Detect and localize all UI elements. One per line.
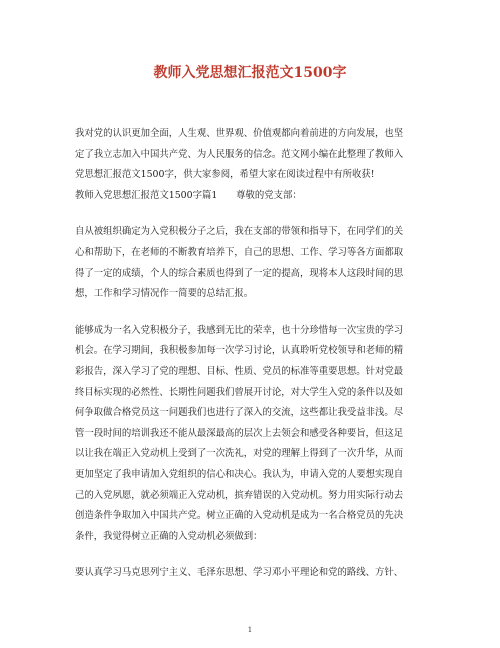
text-line: 创造条件争取加入中国共产党。树立正确的入党动机是成为一名合格党员的先决	[75, 510, 404, 522]
text-line: 何争取做合格党员这一问题我们也进行了深入的交流，这些都让我受益非浅。尽	[75, 407, 404, 419]
text-line: 得了一定的成绩，个人的综合素质也得到了一定的提高，现将本人这段时间的思	[75, 267, 404, 279]
text-line: 想，工作和学习情况作一简要的总结汇报。	[75, 288, 254, 300]
text-line: 能够成为一名入党积极分子，我感到无比的荣幸，也十分珍惜每一次宝贵的学习	[75, 324, 404, 336]
paragraph-gap	[75, 305, 425, 321]
text-line: 党思想汇报范文1500字，供大家参阅，希望大家在阅读过程中有所收获!	[75, 169, 375, 181]
paragraph-study	[75, 321, 425, 548]
document-title: 教师入党思想汇报范文1500字	[153, 65, 347, 81]
paragraph-gap	[75, 206, 425, 222]
text-line: 机会。在学习期间，我积极参加每一次学习讨论，认真聆听党校领导和老师的精	[75, 345, 404, 357]
text-line: 终目标实现的必然性、长期性问题我们曾展开讨论，对大学生入党的条件以及如	[75, 386, 404, 398]
text-line: 教师入党思想汇报范文1500字篇1 尊敬的党支部：	[75, 189, 302, 201]
text-line: 我对党的认识更加全面，人生观、世界观、价值观都向着前进的方向发展，也坚	[75, 128, 404, 139]
paragraph-gap	[75, 547, 425, 563]
text-line: 管一段时间的培训我还不能从最深最高的层次上去领会和感受各种要旨，但这足	[75, 427, 404, 439]
paragraph-heading	[75, 186, 425, 207]
text-line: 心和帮助下，在老师的不断教育培养下，自己的思想、工作、学习等各方面都取	[75, 246, 404, 258]
text-line: 定了我立志加入中国共产党、为人民服务的信念。范文网小编在此整理了教师入	[75, 148, 404, 160]
paragraph-requirements	[75, 563, 425, 584]
page-number: 1	[247, 626, 253, 634]
text-line: 自从被组织确定为入党积极分子之后，我在支部的带领和指导下，在同学们的关	[75, 226, 404, 238]
text-line: 条件，我觉得树立正确的入党动机必须做到：	[75, 530, 263, 542]
document-body	[75, 124, 425, 584]
text-line: 己的入党夙愿，就必须端正入党动机，摈弃错误的入党动机。努力用实际行动去	[75, 489, 404, 501]
text-line: 要认真学习马克思列宁主义、毛泽东思想、学习邓小平理论和党的路线、方针、	[75, 567, 404, 579]
paragraph-summary	[75, 222, 425, 304]
paragraph-intro	[75, 124, 425, 186]
text-line: 彩报告，深入学习了党的理想、目标、性质、党员的标准等重要思想。针对党最	[75, 365, 404, 377]
text-line: 更加坚定了我申请加入党组织的信心和决心。我认为，申请入党的人要想实现自	[75, 468, 404, 480]
text-line: 以让我在端正入党动机上受到了一次洗礼，对党的理解上得到了一次升华，从而	[75, 448, 404, 460]
